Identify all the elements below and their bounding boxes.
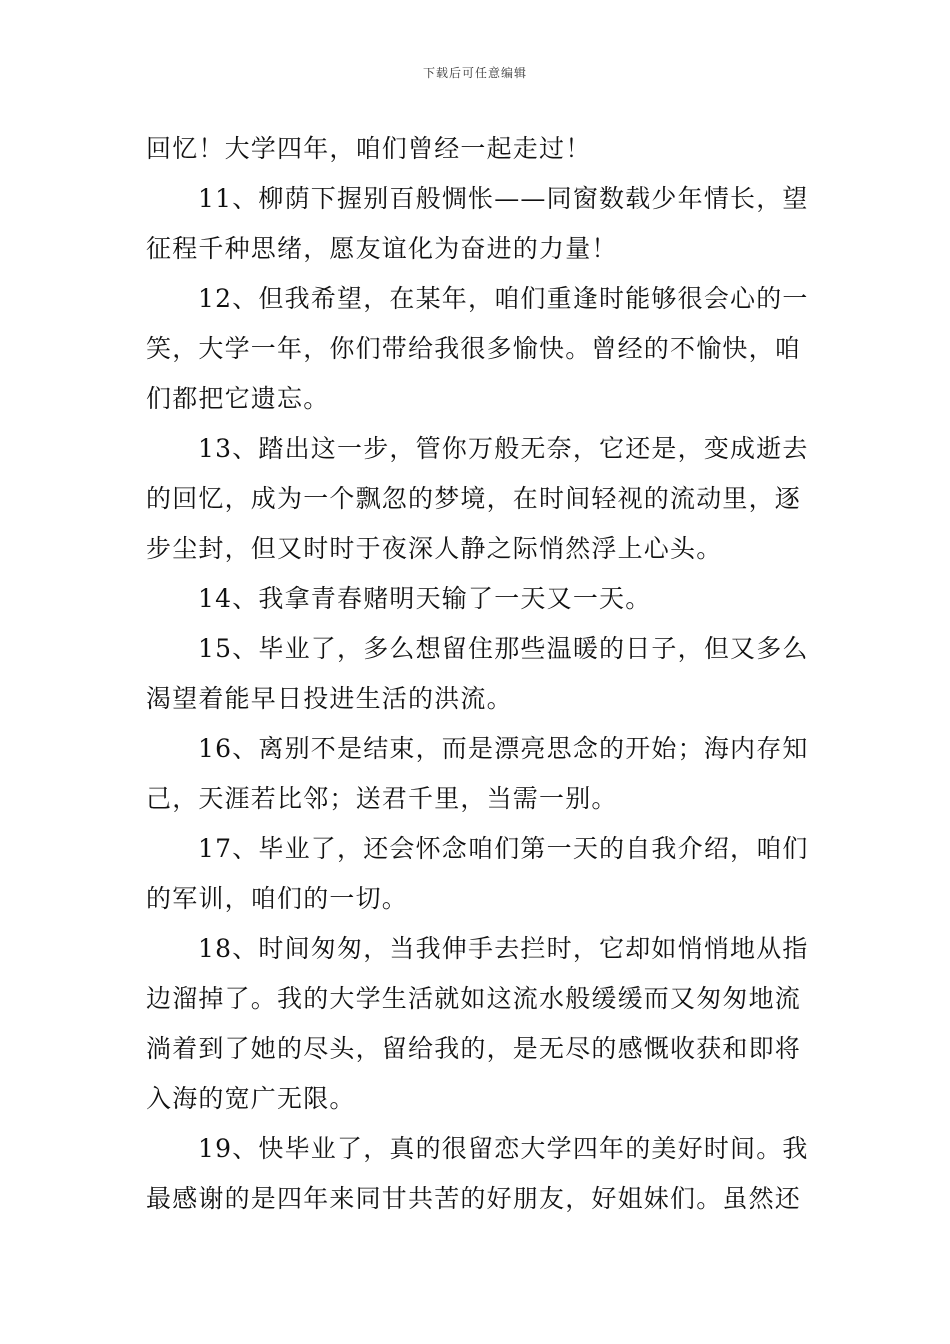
text-line: 征程千种思绪，愿友谊化为奋进的力量！ — [146, 234, 618, 263]
text-line: 笑，大学一年，你们带给我很多愉快。曾经的不愉快，咱 — [146, 334, 802, 363]
text-line: 们都把它遗忘。 — [146, 384, 330, 413]
text-line: 渴望着能早日投进生活的洪流。 — [146, 684, 513, 713]
text-line: 16、离别不是结束，而是漂亮思念的开始；海内存知 — [198, 734, 809, 763]
paragraph-continuation — [146, 124, 806, 174]
text-line: 13、踏出这一步，管你万般无奈，它还是，变成逝去 — [198, 434, 809, 463]
paragraph-11 — [146, 174, 809, 274]
paragraph-15 — [146, 624, 809, 724]
text-line: 19、快毕业了，真的很留恋大学四年的美好时间。我 — [198, 1134, 809, 1163]
text-line: 的军训，咱们的一切。 — [146, 884, 409, 913]
text-line: 入海的宽广无限。 — [146, 1084, 356, 1113]
text-line: 15、毕业了，多么想留住那些温暖的日子，但又多么 — [198, 634, 809, 663]
text-line: 步尘封，但又时时于夜深人静之际悄然浮上心头。 — [146, 534, 723, 563]
paragraph-14 — [146, 574, 806, 624]
paragraph-12 — [146, 274, 809, 424]
text-line: 回忆！大学四年，咱们曾经一起走过！ — [146, 134, 592, 163]
text-line: 14、我拿青春赌明天输了一天又一天。 — [198, 584, 652, 613]
paragraph-13 — [146, 424, 809, 574]
text-line: 的回忆，成为一个飘忽的梦境，在时间轻视的流动里，逐 — [146, 484, 802, 513]
text-line: 淌着到了她的尽头，留给我的，是无尽的感慨收获和即将 — [146, 1034, 802, 1063]
paragraph-17 — [146, 824, 809, 924]
text-line: 11、柳荫下握别百般惆怅——同窗数载少年情长，望 — [198, 184, 809, 213]
text-line: 18、时间匆匆，当我伸手去拦时，它却如悄悄地从指 — [198, 934, 809, 963]
text-line: 12、但我希望，在某年，咱们重逢时能够很会心的一 — [198, 284, 809, 313]
paragraph-18 — [146, 924, 809, 1124]
document-body — [146, 124, 809, 1224]
text-line: 17、毕业了，还会怀念咱们第一天的自我介绍，咱们 — [198, 834, 809, 863]
text-line: 最感谢的是四年来同甘共苦的好朋友，好姐妹们。虽然还 — [146, 1184, 802, 1213]
text-line: 己，天涯若比邻；送君千里，当需一别。 — [146, 784, 618, 813]
paragraph-16 — [146, 724, 809, 824]
text-line: 边溜掉了。我的大学生活就如这流水般缓缓而又匆匆地流 — [146, 984, 802, 1013]
paragraph-19 — [146, 1124, 809, 1224]
page-header: 下载后可任意编辑 — [422, 66, 527, 80]
